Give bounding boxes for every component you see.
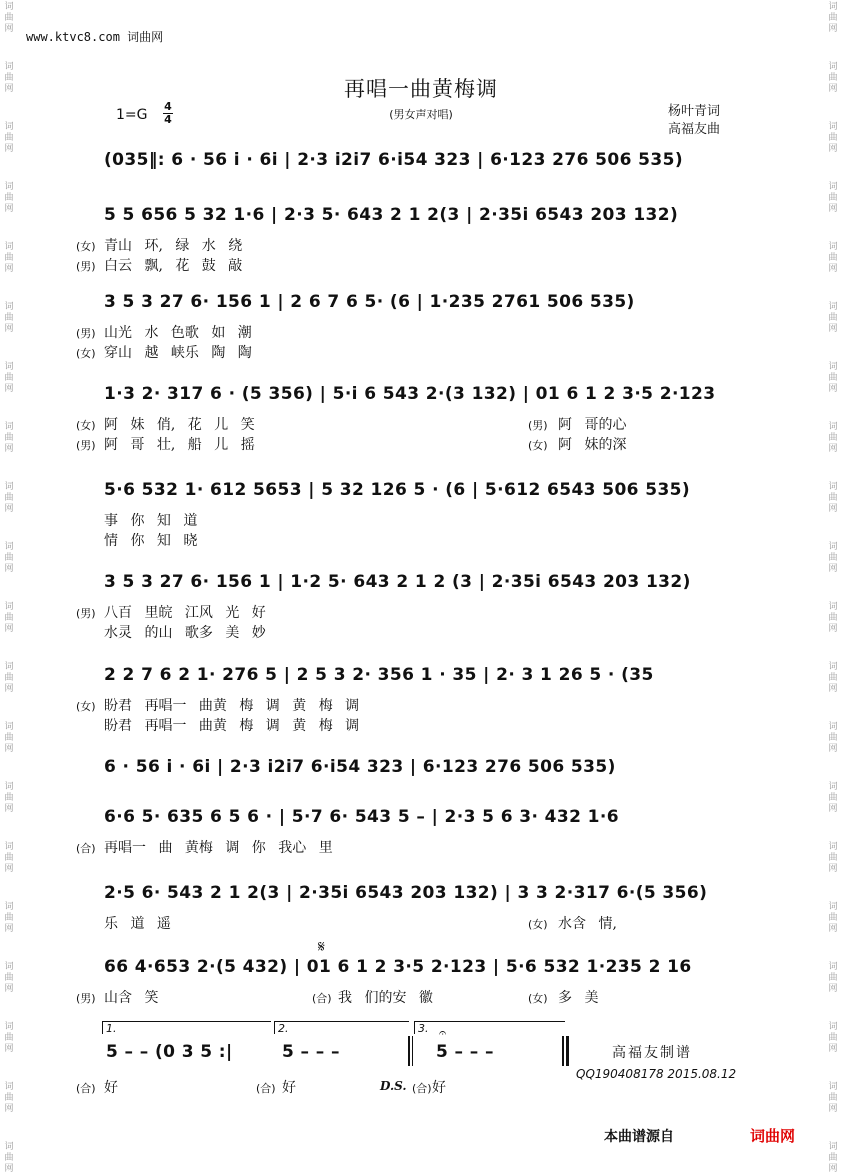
notation-row: 6 · 56 i · 6i | 2·3 i2i7 6·i54 323 | 6·123 276 506 535) (104, 757, 616, 777)
ending-bracket-3 (414, 1021, 565, 1034)
da-segno-label: D.S. (380, 1079, 407, 1093)
ending-1-number: 1. (106, 1022, 117, 1035)
lyric-line: 山含 笑 (104, 990, 159, 1006)
watermark-mark: 词 曲 网 (828, 962, 838, 994)
lyric-line: 水灵 的山 歌多 美 妙 (104, 625, 266, 641)
watermark-mark: 词 曲 网 (4, 302, 14, 334)
ending-bracket-2 (274, 1021, 409, 1034)
watermark-mark: 词 曲 网 (4, 602, 14, 634)
time-signature (163, 101, 173, 126)
fermata-icon: 𝄐 (439, 1026, 447, 1041)
ending-2-lyric: 好 (282, 1080, 296, 1096)
watermark-right (824, 0, 842, 1174)
watermark-mark: 词 曲 网 (828, 1142, 838, 1174)
watermark-mark: 词 曲 网 (828, 122, 838, 154)
notation-row: 2·5 6· 543 2 1 2(3 | 2·35i 6543 203 132) | 3 3 2·317 6·(5 356) (104, 883, 708, 903)
watermark-mark: 词 曲 网 (828, 662, 838, 694)
notation-row: 6·6 5· 635 6 5 6 · | 5·7 6· 543 5 – | 2·3 5 6 3· 432 1·6 (104, 807, 619, 827)
watermark-mark: 词 曲 网 (4, 722, 14, 754)
key-signature: 1=G (116, 107, 148, 123)
double-barline (408, 1036, 410, 1066)
ending-1-notes: 5 – – (0 3 5 :| (106, 1042, 233, 1062)
ending-3-lyric: 好 (432, 1080, 446, 1096)
watermark-mark: 词 曲 网 (828, 62, 838, 94)
watermark-mark: 词 曲 网 (4, 2, 14, 34)
lyric-line: 阿 哥的心 (558, 417, 627, 433)
notation-row: 66 4·653 2·(5 432) | 01 6 1 2 3·5 2·123 | 5·6 532 1·235 2 16 (104, 957, 692, 977)
ending-3-label: (合) (412, 1082, 432, 1095)
watermark-mark: 词 曲 网 (4, 122, 14, 154)
watermark-mark: 词 曲 网 (4, 62, 14, 94)
lyric-line: 乐 道 遥 (104, 916, 171, 932)
watermark-mark: 词 曲 网 (828, 482, 838, 514)
watermark-mark: 词 曲 网 (828, 782, 838, 814)
ending-2-notes: 5 – – – (282, 1042, 340, 1062)
singer-label: (合) (76, 842, 96, 855)
double-barline-thin (412, 1036, 413, 1066)
ending-3-notes: 5 – – – (436, 1042, 494, 1062)
time-top: 4 (164, 100, 172, 113)
watermark-mark: 词 曲 网 (4, 362, 14, 394)
watermark-mark: 词 曲 网 (4, 1022, 14, 1054)
watermark-mark: 词 曲 网 (4, 422, 14, 454)
segno-icon: 𝄋 (318, 937, 325, 956)
ending-1-lyric: 好 (104, 1080, 118, 1096)
lyric-line: 青山 环, 绿 水 绕 (104, 238, 243, 254)
lyric-line: 八百 里皖 江风 光 好 (104, 605, 266, 621)
lyric-line: 阿 妹的深 (558, 437, 627, 453)
watermark-mark: 词 曲 网 (828, 722, 838, 754)
composer: 高福友曲 (668, 122, 721, 137)
watermark-mark: 词 曲 网 (828, 1082, 838, 1114)
watermark-mark: 词 曲 网 (4, 782, 14, 814)
watermark-mark: 词 曲 网 (828, 542, 838, 574)
watermark-mark: 词 曲 网 (828, 902, 838, 934)
notation-row: 1·3 2· 317 6 · (5 356) | 5·i 6 543 2·(3 132) | 01 6 1 2 3·5 2·123 (104, 384, 716, 404)
watermark-left (0, 0, 18, 1174)
lyric-line: 我 们的安 徽 (338, 990, 433, 1006)
watermark-mark: 词 曲 网 (828, 422, 838, 454)
source-label: 本曲谱源自 (604, 1129, 674, 1145)
arranger-credit: 高福友制谱 (612, 1045, 692, 1061)
watermark-mark: 词 曲 网 (828, 842, 838, 874)
notation-row: 2 2 7 6 2 1· 276 5 | 2 5 3 2· 356 1 · 35 | 2· 3 1 26 5 · (35 (104, 665, 654, 685)
notation-row: 3 5 3 27 6· 156 1 | 1·2 5· 643 2 1 2 (3 | 2·35i 6543 203 132) (104, 572, 691, 592)
singer-label: (男) (76, 327, 96, 340)
notation-row: 5 5 656 5 32 1·6 | 2·3 5· 643 2 1 2(3 | 2·35i 6543 203 132) (104, 205, 679, 225)
watermark-mark: 词 曲 网 (4, 962, 14, 994)
singer-label: (女) (76, 240, 96, 253)
ending-2-label: (合) (256, 1082, 276, 1095)
lyricist: 杨叶青词 (668, 104, 721, 119)
watermark-mark: 词 曲 网 (828, 2, 838, 34)
watermark-mark: 词 曲 网 (4, 662, 14, 694)
watermark-mark: 词 曲 网 (4, 842, 14, 874)
ending-1-label: (合) (76, 1082, 96, 1095)
song-subtitle: (男女声对唱) (389, 108, 453, 121)
watermark-mark: 词 曲 网 (828, 242, 838, 274)
watermark-mark: 词 曲 网 (828, 602, 838, 634)
singer-label: (男) (76, 607, 96, 620)
singer-label: (女) (528, 918, 548, 931)
notation-row: (035‖: 6 · 56 i · 6i | 2·3 i2i7 6·i54 323 | 6·123 276 506 535) (104, 150, 684, 170)
singer-label: (男) (76, 439, 96, 452)
watermark-mark: 词 曲 网 (4, 902, 14, 934)
lyric-line: 穿山 越 峡乐 陶 陶 (104, 345, 252, 361)
lyric-line: 盼君 再唱一 曲黄 梅 调 黄 梅 调 (104, 698, 360, 714)
watermark-mark: 词 曲 网 (4, 242, 14, 274)
site-url[interactable]: www.ktvc8.com 词曲网 (26, 30, 164, 44)
singer-label: (女) (76, 700, 96, 713)
final-barline-thick (566, 1036, 569, 1066)
singer-label: (女) (76, 419, 96, 432)
lyric-line: 情 你 知 晓 (104, 533, 198, 549)
singer-label: (男) (528, 419, 548, 432)
watermark-mark: 词 曲 网 (4, 1082, 14, 1114)
time-bottom: 4 (164, 113, 172, 126)
song-title: 再唱一曲黄梅调 (344, 77, 498, 101)
watermark-mark: 词 曲 网 (4, 482, 14, 514)
source-site-link[interactable]: 词曲网 (750, 1127, 796, 1145)
watermark-mark: 词 曲 网 (828, 362, 838, 394)
lyric-line: 阿 妹 俏, 花 儿 笑 (104, 417, 255, 433)
ending-2-number: 2. (278, 1022, 289, 1035)
watermark-mark: 词 曲 网 (828, 302, 838, 334)
watermark-mark: 词 曲 网 (4, 1142, 14, 1174)
lyric-line: 白云 飘, 花 鼓 敲 (104, 258, 243, 274)
singer-label: (女) (76, 347, 96, 360)
lyric-line: 多 美 (558, 990, 599, 1006)
singer-label: (合) (312, 992, 332, 1005)
final-barline (562, 1036, 564, 1066)
lyric-line: 阿 哥 壮, 船 儿 摇 (104, 437, 255, 453)
contact-date: QQ190408178 2015.08.12 (576, 1067, 737, 1081)
watermark-mark: 词 曲 网 (4, 182, 14, 214)
lyric-line: 再唱一 曲 黄梅 调 你 我心 里 (104, 840, 333, 856)
notation-row: 5·6 532 1· 612 5653 | 5 32 126 5 · (6 | 5·612 6543 506 535) (104, 480, 691, 500)
lyric-line: 盼君 再唱一 曲黄 梅 调 黄 梅 调 (104, 718, 360, 734)
watermark-mark: 词 曲 网 (828, 1022, 838, 1054)
singer-label: (女) (528, 992, 548, 1005)
notation-row: 3 5 3 27 6· 156 1 | 2 6 7 6 5· (6 | 1·235 2761 506 535) (104, 292, 635, 312)
watermark-mark: 词 曲 网 (828, 182, 838, 214)
singer-label: (女) (528, 439, 548, 452)
watermark-mark: 词 曲 网 (4, 542, 14, 574)
lyric-line: 山光 水 色歌 如 潮 (104, 325, 252, 341)
singer-label: (男) (76, 260, 96, 273)
singer-label: (男) (76, 992, 96, 1005)
ending-3-number: 3. (418, 1022, 429, 1035)
lyric-line: 事 你 知 道 (104, 513, 198, 529)
ending-bracket-1 (102, 1021, 271, 1034)
lyric-line: 水含 情, (558, 916, 617, 932)
